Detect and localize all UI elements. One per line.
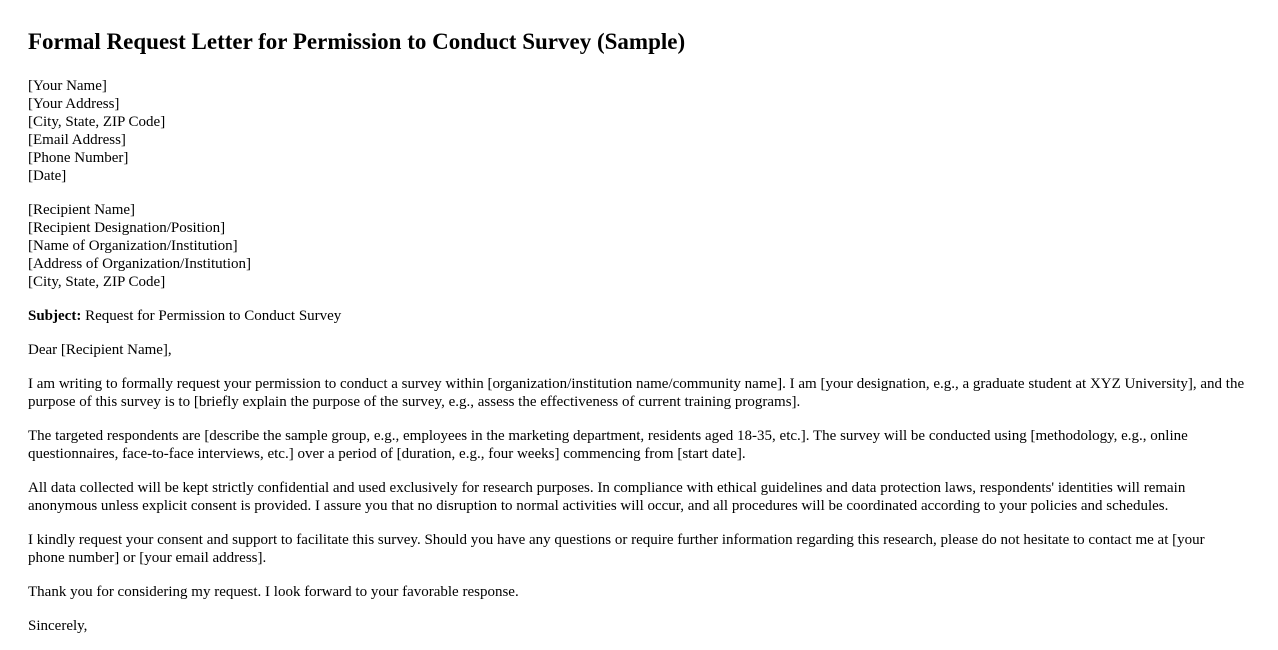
sender-phone: [Phone Number] (28, 150, 129, 166)
recipient-city-state-zip: [City, State, ZIP Code] (28, 274, 166, 290)
letter-date: [Date] (28, 168, 67, 184)
page-title: Formal Request Letter for Permission to Conduct Survey (Sample) (28, 29, 686, 54)
sender-address-block (28, 77, 1250, 185)
recipient-name: [Recipient Name] (28, 202, 136, 218)
body-paragraph-purpose: I am writing to formally request your permission to conduct a survey within [organization/institution name/community name]. I am [your designation, e.g., a graduate student at XYZ University], and the purpose of this survey is to [briefly explain the purpose of the survey, e.g., assess the effectiveness of current training programs]. (28, 376, 1245, 410)
subject-line (28, 307, 1250, 325)
sender-address: [Your Address] (28, 96, 120, 112)
body-paragraph-respondents: The targeted respondents are [describe the sample group, e.g., employees in the marketing department, residents aged 18-35, etc.]. The survey will be conducted using [methodology, e.g., online questionnaires, face-to-face interviews, etc.] over a period of [duration, e.g., four weeks] commencing from [start date]. (28, 428, 1188, 462)
subject-text: Request for Permission to Conduct Survey (81, 308, 342, 324)
body-paragraph-confidentiality: All data collected will be kept strictly confidential and used exclusively for research purposes. In compliance with ethical guidelines and data protection laws, respondents' identities will remain anonymous unless explicit consent is provided. I assure you that no disruption to normal activities will occur, and all procedures will be coordinated according to your policies and schedules. (28, 480, 1186, 514)
recipient-designation: [Recipient Designation/Position] (28, 220, 226, 236)
recipient-address-block (28, 201, 1250, 291)
closing: Sincerely, (28, 618, 88, 634)
sender-city-state-zip: [City, State, ZIP Code] (28, 114, 166, 130)
sender-name: [Your Name] (28, 78, 107, 94)
sender-email: [Email Address] (28, 132, 126, 148)
recipient-organization-address: [Address of Organization/Institution] (28, 256, 252, 272)
body-paragraph-thanks: Thank you for considering my request. I look forward to your favorable response. (28, 584, 519, 600)
subject-label: Subject: (28, 308, 82, 324)
body-paragraph-request: I kindly request your consent and support to facilitate this survey. Should you have any questions or require further information regarding this research, please do not hesitate to contact me at [your phone number] or [your email address]. (28, 532, 1205, 566)
salutation: Dear [Recipient Name], (28, 342, 172, 358)
recipient-organization: [Name of Organization/Institution] (28, 238, 238, 254)
